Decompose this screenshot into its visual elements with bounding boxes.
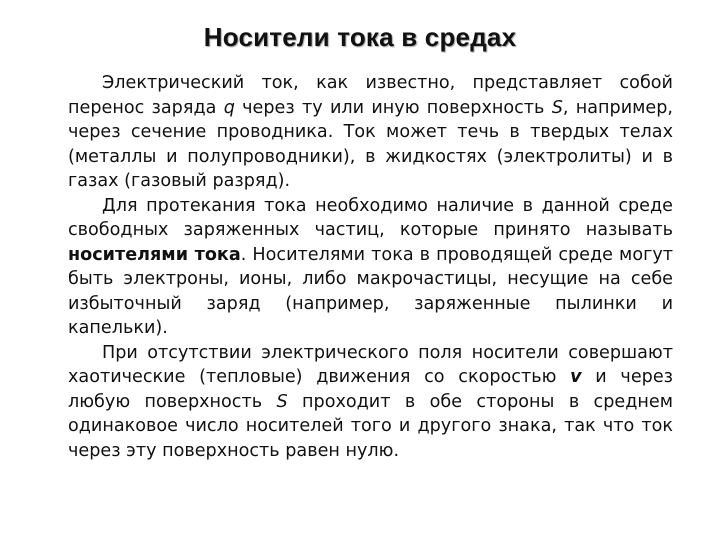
paragraph-3 <box>68 341 673 464</box>
text-segment: и через любую поверхность <box>68 367 673 412</box>
symbol-v: v <box>570 367 582 387</box>
symbol-s: S <box>276 391 288 412</box>
paragraph-2 <box>68 194 673 341</box>
text-segment: Электрический ток, как известно, представляет собой перенос заряда <box>68 73 673 118</box>
slide-body <box>68 71 673 463</box>
text-segment: При отсутствии электрического поля носители совершают хаотические (тепловые) движения со скоростью <box>68 342 673 387</box>
text-segment: . Носителями тока в проводящей среде могут быть электроны, ионы, либо макрочастицы, несущие на себе избыточный заряд (например, заряженные пылинки и капельки). <box>68 244 674 338</box>
term-charge-carriers: носителями тока <box>68 244 241 265</box>
text-segment: , например, через сечение проводника. Ток может течь в твердых телах (металлы и полупроводники), в жидкостях (электролиты) и в газах (газовый разряд). <box>68 97 674 191</box>
text-segment: проходит в обе стороны в среднем одинаковое число носителей того и другого знака, так что ток через эту поверхность равен нулю. <box>68 391 673 461</box>
text-segment: через ту или иную поверхность <box>234 97 552 118</box>
slide-title: Носители тока в средах <box>203 22 517 52</box>
paragraph-1 <box>68 71 673 194</box>
symbol-q: q <box>223 97 235 118</box>
symbol-s: S <box>551 97 563 118</box>
text-segment: Для протекания тока необходимо наличие в данной среде свободных заряженных частиц, которые принято называть <box>68 195 673 240</box>
